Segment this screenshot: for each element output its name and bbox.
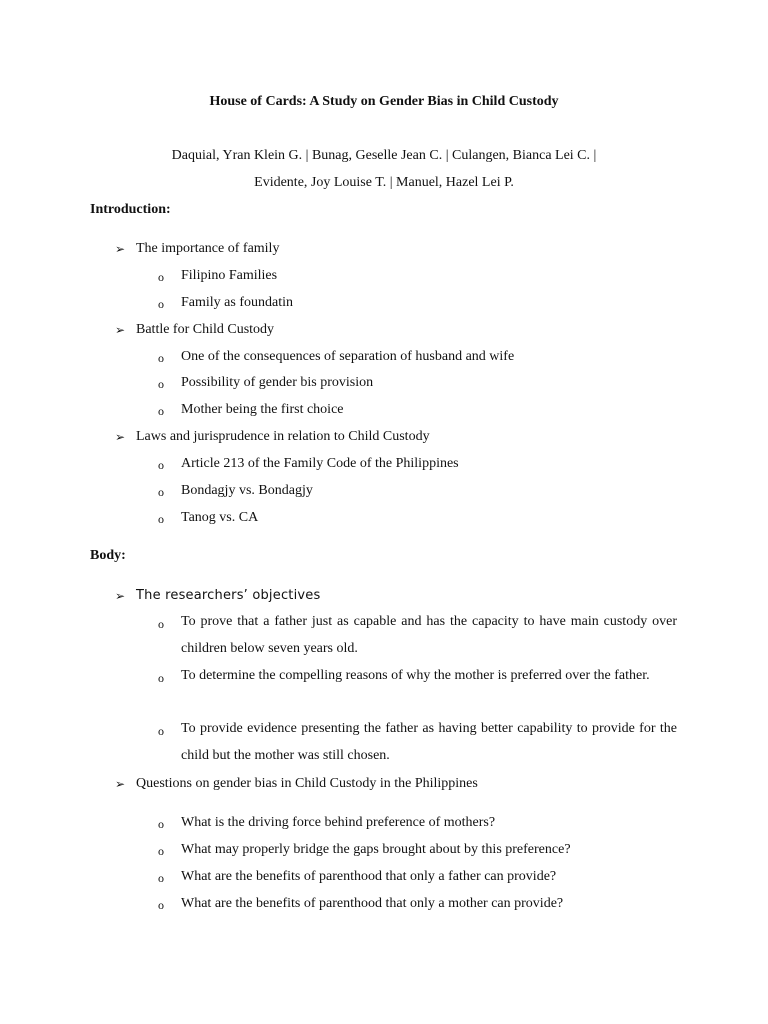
circle-bullet-icon: o: [158, 844, 164, 858]
objective-item: To determine the compelling reasons of why the mother is preferred over the father.: [181, 668, 650, 683]
circle-bullet-icon: o: [158, 512, 164, 526]
circle-bullet-icon: o: [158, 617, 164, 631]
body-heading: Body:: [90, 548, 126, 563]
list-item: Bondagjy vs. Bondagjy: [181, 483, 313, 498]
list-item: Family as foundatin: [181, 295, 293, 310]
list-item: Filipino Families: [181, 268, 278, 283]
intro-topic-2: Battle for Child Custody: [136, 322, 275, 337]
authors-line-2: Evidente, Joy Louise T. | Manuel, Hazel Lei P.: [254, 175, 514, 190]
list-item: Possibility of gender bis provision: [181, 375, 374, 390]
circle-bullet-icon: o: [158, 871, 164, 885]
arrow-bullet-icon: ➢: [115, 323, 126, 337]
circle-bullet-icon: o: [158, 898, 164, 912]
body-topic-2: Questions on gender bias in Child Custody in the Philippines: [136, 776, 478, 791]
intro-topic-1: The importance of family: [136, 241, 280, 256]
body-topic-1: The researchers’ objectives: [136, 588, 321, 603]
arrow-bullet-icon: ➢: [115, 242, 126, 256]
circle-bullet-icon: o: [158, 485, 164, 499]
circle-bullet-icon: o: [158, 270, 164, 284]
circle-bullet-icon: o: [158, 297, 164, 311]
circle-bullet-icon: o: [158, 351, 164, 365]
introduction-heading: Introduction:: [90, 202, 171, 217]
circle-bullet-icon: o: [158, 671, 164, 685]
list-item: One of the consequences of separation of husband and wife: [181, 349, 515, 364]
intro-topic-3: Laws and jurisprudence in relation to Child Custody: [136, 429, 430, 444]
objective-item: To provide evidence presenting the father as having better capability to provide for the child but the mother was still chosen.: [181, 721, 677, 763]
list-item: Tanog vs. CA: [181, 510, 259, 525]
list-item: Mother being the first choice: [181, 402, 344, 417]
question-item: What are the benefits of parenthood that only a father can provide?: [181, 869, 557, 884]
list-item: Article 213 of the Family Code of the Philippines: [181, 456, 459, 471]
circle-bullet-icon: o: [158, 724, 164, 738]
question-item: What are the benefits of parenthood that only a mother can provide?: [181, 896, 564, 911]
circle-bullet-icon: o: [158, 377, 164, 391]
question-item: What is the driving force behind preference of mothers?: [181, 815, 496, 830]
arrow-bullet-icon: ➢: [115, 430, 126, 444]
authors-line-1: Daquial, Yran Klein G. | Bunag, Geselle Jean C. | Culangen, Bianca Lei C. |: [171, 148, 597, 163]
circle-bullet-icon: o: [158, 458, 164, 472]
question-item: What may properly bridge the gaps brought about by this preference?: [181, 842, 571, 857]
arrow-bullet-icon: ➢: [115, 777, 126, 791]
circle-bullet-icon: o: [158, 404, 164, 418]
objective-item: To prove that a father just as capable and has the capacity to have main custody over children below seven years old.: [181, 614, 677, 656]
document-title: House of Cards: A Study on Gender Bias in Child Custody: [209, 94, 559, 109]
circle-bullet-icon: o: [158, 817, 164, 831]
arrow-bullet-icon: ➢: [115, 589, 126, 603]
